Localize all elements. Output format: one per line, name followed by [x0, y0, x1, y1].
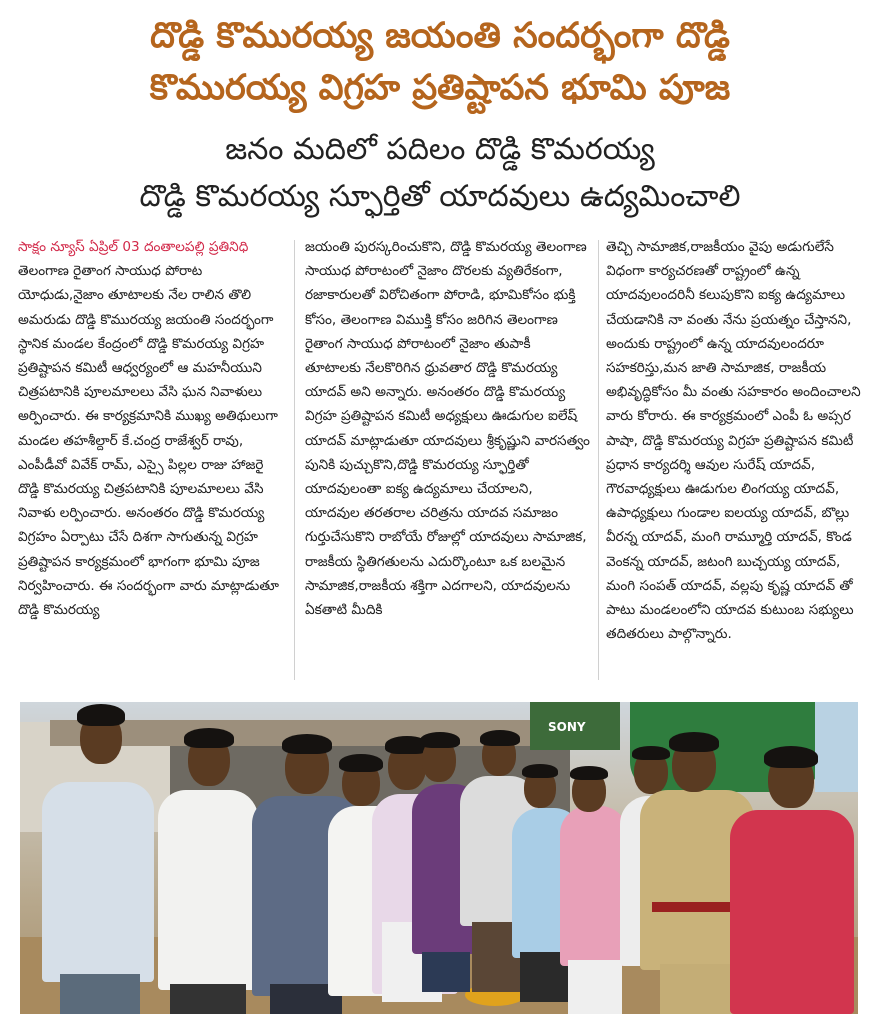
article-column-2 [305, 235, 590, 690]
banner [530, 702, 620, 750]
column-divider [598, 240, 599, 680]
sky-right [815, 702, 858, 792]
byline: సాక్షం న్యూస్ ఏప్రిల్ 03 దంతాలపల్లి ప్రతినిధి [18, 239, 249, 255]
article-column-3 [606, 235, 868, 690]
headline-line-1: దొడ్డి కొమురయ్య జయంతి సందర్భంగా దొడ్డి [150, 16, 730, 56]
article-text-column-1: తెలంగాణ రైతాంగ సాయుధ పోరాట యోధుడు,నైజాం తూటాలకు నేల రాలిన తొలి అమరుడు దొడ్డి కొమురయ్య జయంతి సందర్భంగా స్థానిక మండల కేంద్రంలో దొడ్డి కొమరయ్య విగ్రహ ప్రతిష్టాపన కమిటీ ఆధ్వర్యంలో ఆ మహనీయుని చిత్రపటానికి పూలమాలలు వేసి ఘన నివాళులు అర్పించారు. ఈ కార్యక్రమానికి ముఖ్య అతిథులుగా మండల తహశీల్దార్ కే.చంద్ర రాజేశ్వర్ రావు, ఎంపీడీవో వివేక్ రామ్, ఎస్సై పిల్లల రాజు హాజరై దొడ్డి కొమరయ్య చిత్రపటానికి పూలమాలలు వేసి నివాళు లర్పించారు. అనంతరం దొడ్డి కొమరయ్య విగ్రహం ఏర్పాటు చేసే దిశగా సాగుతున్న విగ్రహ ప్రతిష్టాపన కార్యక్రమంలో భాగంగా భూమి పూజ నిర్వహించారు. ఈ సందర్భంగా వారు మాట్లాడుతూ దొడ్డి కొమరయ్య [18, 263, 280, 619]
article-text-column-3: తెచ్చి సామాజిక,రాజకీయం వైపు అడుగులేసే విధంగా కార్యచరణతో రాష్ట్రంలో ఉన్న యాదవులందరినీ కలుపుకొని ఐక్య ఉద్యమాలు చేయడానికి నా వంతు నేను ప్రయత్నం చేస్తానని, అందుకు రాష్ట్రంలో ఉన్న యాదవులందరూ సహకరిస్తు,మన జాతి సామాజిక, రాజకీయ అభివృద్ధికోసం మీ వంతు సహకారం అందించాలని వారు కోరారు. ఈ కార్యక్రమంలో ఎంపీ ఓ అప్సర పాషా, దొడ్డి కొమరయ్య విగ్రహ ప్రతిష్టాపన కమిటీ ప్రధాన కార్యదర్శి ఆవుల సురేష్ యాదవ్, గౌరవాధ్యక్షులు ఊడుగుల లింగయ్య యాదవ్, ఉపాధ్యక్షులు గుండాల ఐలయ్య యాదవ్, బొల్లు వీరన్న యాదవ్, మంగి రామ్మూర్తి యాదవ్, కొండ వెంకన్న యాదవ్, జటంగి బుచ్చయ్య యాదవ్, మంగి సంపత్ యాదవ్, వల్లపు కృష్ణ యాదవ్ తో పాటు మండలంలోని యాదవ కుటుంబ సభ్యులు తదితరులు పాల్గొన్నారు. [606, 239, 861, 643]
banner-text: SONY [548, 720, 586, 734]
event-photo [20, 702, 858, 1014]
subheadline-line-2: దొడ్డి కొమరయ్య స్ఫూర్తితో యాదవులు ఉద్యమించాలి [139, 179, 741, 214]
column-divider [294, 240, 295, 680]
article-text-column-2: జయంతి పురస్కరించుకొని, దొడ్డి కొమరయ్య తెలంగాణ సాయుధ పోరాటంలో నైజాం దొరలకు వ్యతిరేకంగా, రజాకారులతో విరోచితంగా పోరాడి, భూమికోసం భుక్తి కోసం, తెలంగాణ విముక్తి కోసం జరిగిన తెలంగాణ రైతాంగ సాయుధ పోరాటంలో నైజాం తుపాకీ తూటాలకు నేలకొరిగిన ధ్రువతార దొడ్డి కొమరయ్య యాదవ్ అని అన్నారు. అనంతరం దొడ్డి కొమరయ్య విగ్రహ ప్రతిష్టాపన కమిటీ అధ్యక్షులు ఊడుగుల ఐలేష్ యాదవ్ మాట్లాడుతూ యాదవులు శ్రీకృష్ణుని వారసత్వం పునికి పుచ్చుకొని,దొడ్డి కొమరయ్య స్ఫూర్తితో యాదవులంతా ఐక్య ఉద్యమాలు చేయాలని, యాదవుల తరతరాల చరిత్రను యాదవ సమాజం గుర్తుచేసుకొని రాబోయే రోజుల్లో యాదవులు సామాజిక, రాజకీయ స్థితిగతులను ఎదుర్కొంటూ ఒక బలమైన సామాజిక,రాజకీయ శక్తిగా ఎదగాలని, యాదవులను ఏకతాటి మీదికి [305, 239, 590, 619]
subheadline-line-1: జనం మదిలో పదిలం దొడ్డి కొమరయ్య [225, 132, 655, 167]
article-column-1 [18, 235, 283, 690]
headline-line-2: కొమురయ్య విగ్రహ ప్రతిష్టాపన భూమి పూజ [149, 68, 731, 108]
